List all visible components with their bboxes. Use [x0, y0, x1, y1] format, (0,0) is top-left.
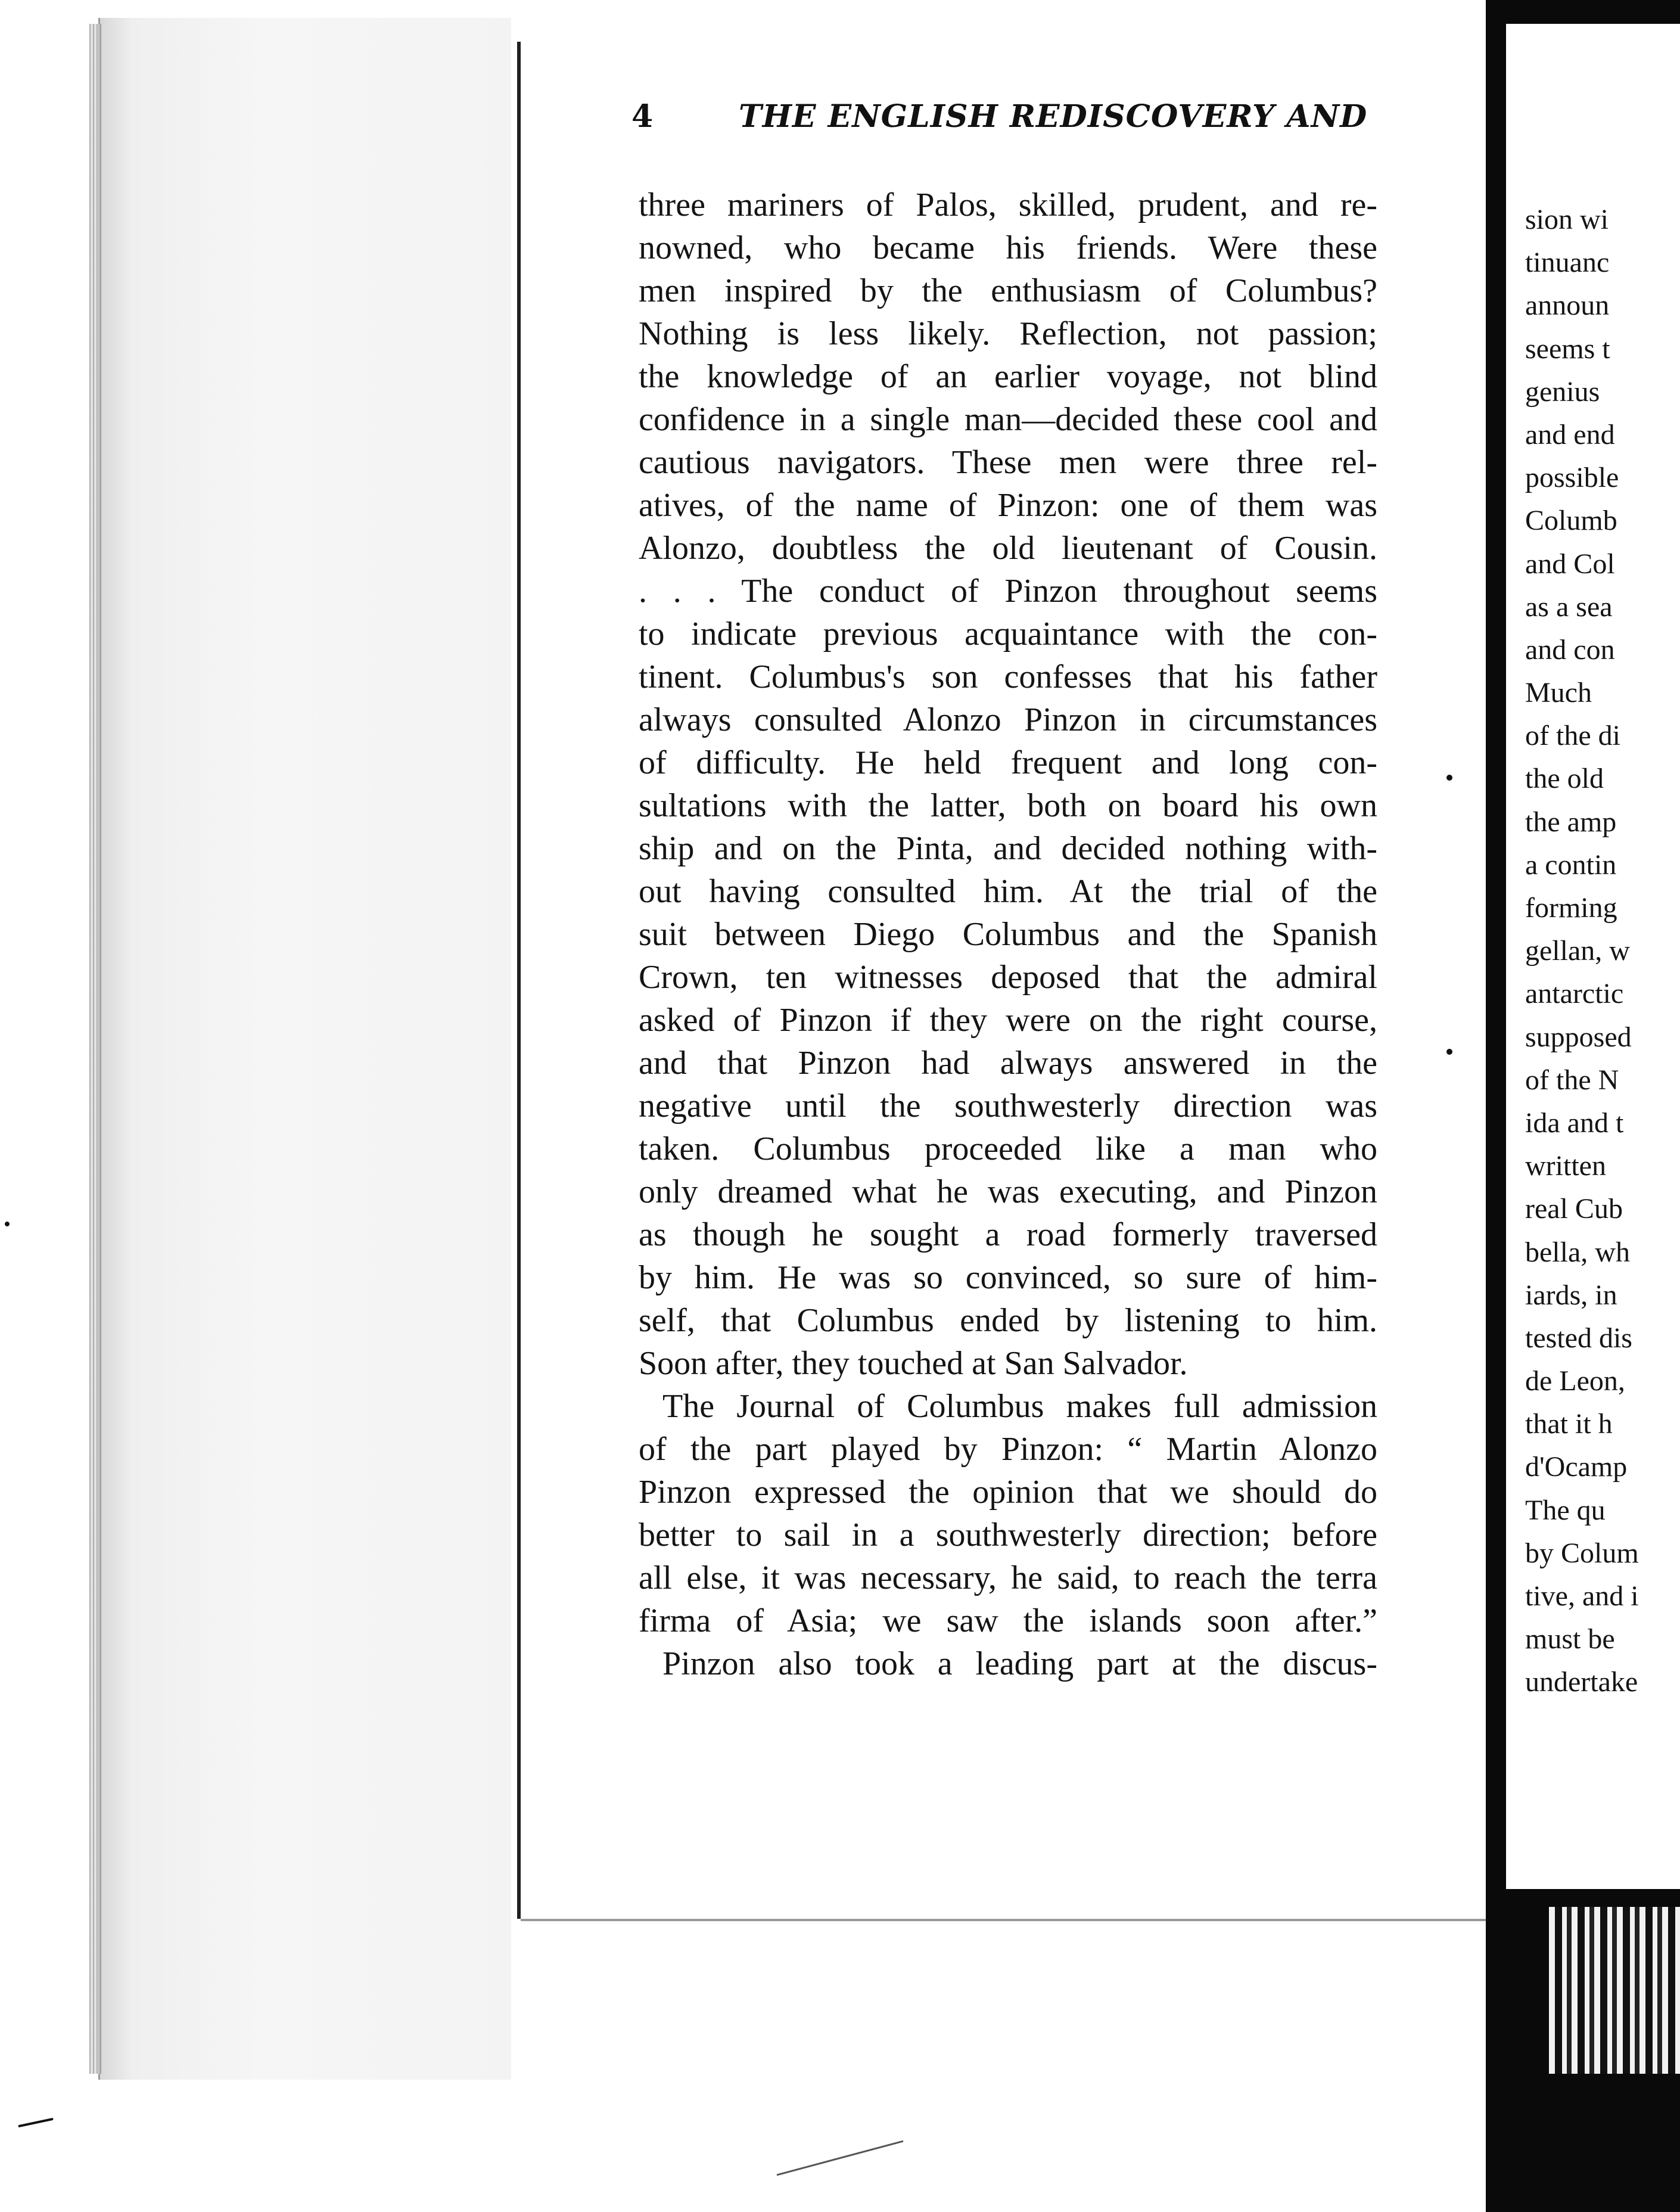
text-line: The Journal of Columbus makes full admission: [662, 1388, 1377, 1425]
text-line: three mariners of Palos, skilled, prudent, and re-: [639, 187, 1377, 223]
text-line: confidence in a single man—decided these cool and: [639, 401, 1377, 438]
text-line: of difficulty. He held frequent and long con-: [639, 744, 1377, 781]
right-text-line: of the di: [1525, 720, 1620, 752]
running-header-title: THE ENGLISH REDISCOVERY AND: [739, 98, 1368, 135]
right-text-line: written: [1525, 1150, 1606, 1182]
right-text-line: gellan, w: [1525, 935, 1630, 967]
text-line: sultations with the latter, both on board his own: [639, 787, 1377, 824]
right-text-line: tested dis: [1525, 1322, 1632, 1354]
right-text-line: real Cub: [1525, 1193, 1623, 1225]
text-line: Pinzon expressed the opinion that we should do: [639, 1474, 1377, 1511]
right-text-line: sion wi: [1525, 204, 1609, 235]
text-line: . . . The conduct of Pinzon throughout seems: [639, 573, 1377, 610]
text-line: Nothing is less likely. Reflection, not passion;: [639, 315, 1377, 352]
text-line: taken. Columbus proceeded like a man who: [639, 1130, 1377, 1167]
text-line: all else, it was necessary, he said, to reach the terra: [639, 1559, 1377, 1596]
right-text-line: that it h: [1525, 1408, 1613, 1440]
text-line: Pinzon also took a leading part at the discus-: [662, 1645, 1377, 1682]
right-text-line: as a sea: [1525, 591, 1613, 623]
text-line: atives, of the name of Pinzon: one of them was: [639, 487, 1377, 524]
text-line: better to sail in a southwesterly direction; before: [639, 1517, 1377, 1554]
right-text-line: supposed: [1525, 1021, 1632, 1053]
text-line: Crown, ten witnesses deposed that the admiral: [639, 959, 1377, 996]
text-line: only dreamed what he was executing, and Pinzon: [639, 1173, 1377, 1210]
right-text-line: seems t: [1525, 333, 1610, 365]
text-line: firma of Asia; we saw the islands soon after.”: [639, 1602, 1377, 1639]
text-line: to indicate previous acquaintance with the con-: [639, 616, 1377, 653]
right-text-line: tive, and i: [1525, 1580, 1639, 1612]
right-text-line: genius: [1525, 375, 1600, 408]
text-line: Soon after, they touched at San Salvador.: [639, 1345, 1188, 1382]
right-text-line: announ: [1525, 290, 1610, 322]
right-text-line: and Col: [1525, 548, 1615, 580]
right-text-line: the amp: [1525, 806, 1617, 838]
bottom-right-shadow: [1486, 2080, 1680, 2212]
right-text-line: the old: [1525, 763, 1604, 795]
text-line: cautious navigators. These men were three rel-: [639, 444, 1377, 481]
right-text-line: by Colum: [1525, 1537, 1639, 1569]
text-line: the knowledge of an earlier voyage, not blind: [639, 358, 1377, 395]
right-text-line: possible: [1525, 462, 1619, 494]
right-page-edge-stripes: [1549, 1907, 1680, 2074]
right-text-line: must be: [1525, 1623, 1615, 1655]
gutter-line: [517, 42, 521, 1919]
text-line: of the part played by Pinzon: “ Martin Alonzo: [639, 1431, 1377, 1468]
text-line: asked of Pinzon if they were on the right course,: [639, 1002, 1377, 1039]
scan-speck: [1446, 775, 1452, 781]
right-text-line: and end: [1525, 418, 1615, 451]
text-line: tinent. Columbus's son confesses that his father: [639, 658, 1377, 695]
right-text-line: tinuanc: [1525, 247, 1610, 279]
right-page-text-fragment: [1525, 198, 1680, 1704]
text-line: out having consulted him. At the trial of the: [639, 873, 1377, 910]
right-text-line: and con: [1525, 633, 1615, 666]
text-line: and that Pinzon had always answered in the: [639, 1045, 1377, 1082]
left-page-edge: [98, 18, 511, 2080]
right-text-line: of the N: [1525, 1064, 1619, 1096]
right-text-line: bella, wh: [1525, 1236, 1630, 1268]
text-line: by him. He was so convinced, so sure of him-: [639, 1259, 1377, 1296]
text-line: ship and on the Pinta, and decided nothing with-: [639, 830, 1377, 867]
right-text-line: a contin: [1525, 849, 1617, 881]
right-text-line: de Leon,: [1525, 1365, 1625, 1397]
left-page-stack-edge: [89, 24, 101, 2074]
right-text-line: d'Ocamp: [1525, 1451, 1628, 1483]
scan-speck: [5, 1222, 10, 1226]
right-text-line: Columb: [1525, 505, 1617, 537]
right-text-line: antarctic: [1525, 978, 1624, 1010]
text-line: always consulted Alonzo Pinzon in circumstances: [639, 701, 1377, 738]
main-text-block: [639, 184, 1377, 1685]
bottom-margin: [0, 2080, 1486, 2212]
scan-speck: [1446, 1049, 1452, 1055]
right-text-line: undertake: [1525, 1666, 1638, 1698]
text-line: self, that Columbus ended by listening to him.: [639, 1302, 1377, 1339]
right-text-line: Much: [1525, 677, 1592, 709]
text-line: Alonzo, doubtless the old lieutenant of Cousin.: [639, 530, 1377, 567]
right-text-line: forming: [1525, 892, 1617, 924]
text-line: men inspired by the enthusiasm of Columbus?: [639, 272, 1377, 309]
text-line: nowned, who became his friends. Were these: [639, 229, 1377, 266]
right-text-line: The qu: [1525, 1494, 1606, 1526]
right-text-line: ida and t: [1525, 1107, 1624, 1139]
right-text-line: iards, in: [1525, 1279, 1617, 1311]
page-number: 4: [631, 98, 654, 135]
text-line: negative until the southwesterly direction was: [639, 1088, 1377, 1124]
text-line: as though he sought a road formerly traversed: [639, 1216, 1377, 1253]
text-line: suit between Diego Columbus and the Spanish: [639, 916, 1377, 953]
